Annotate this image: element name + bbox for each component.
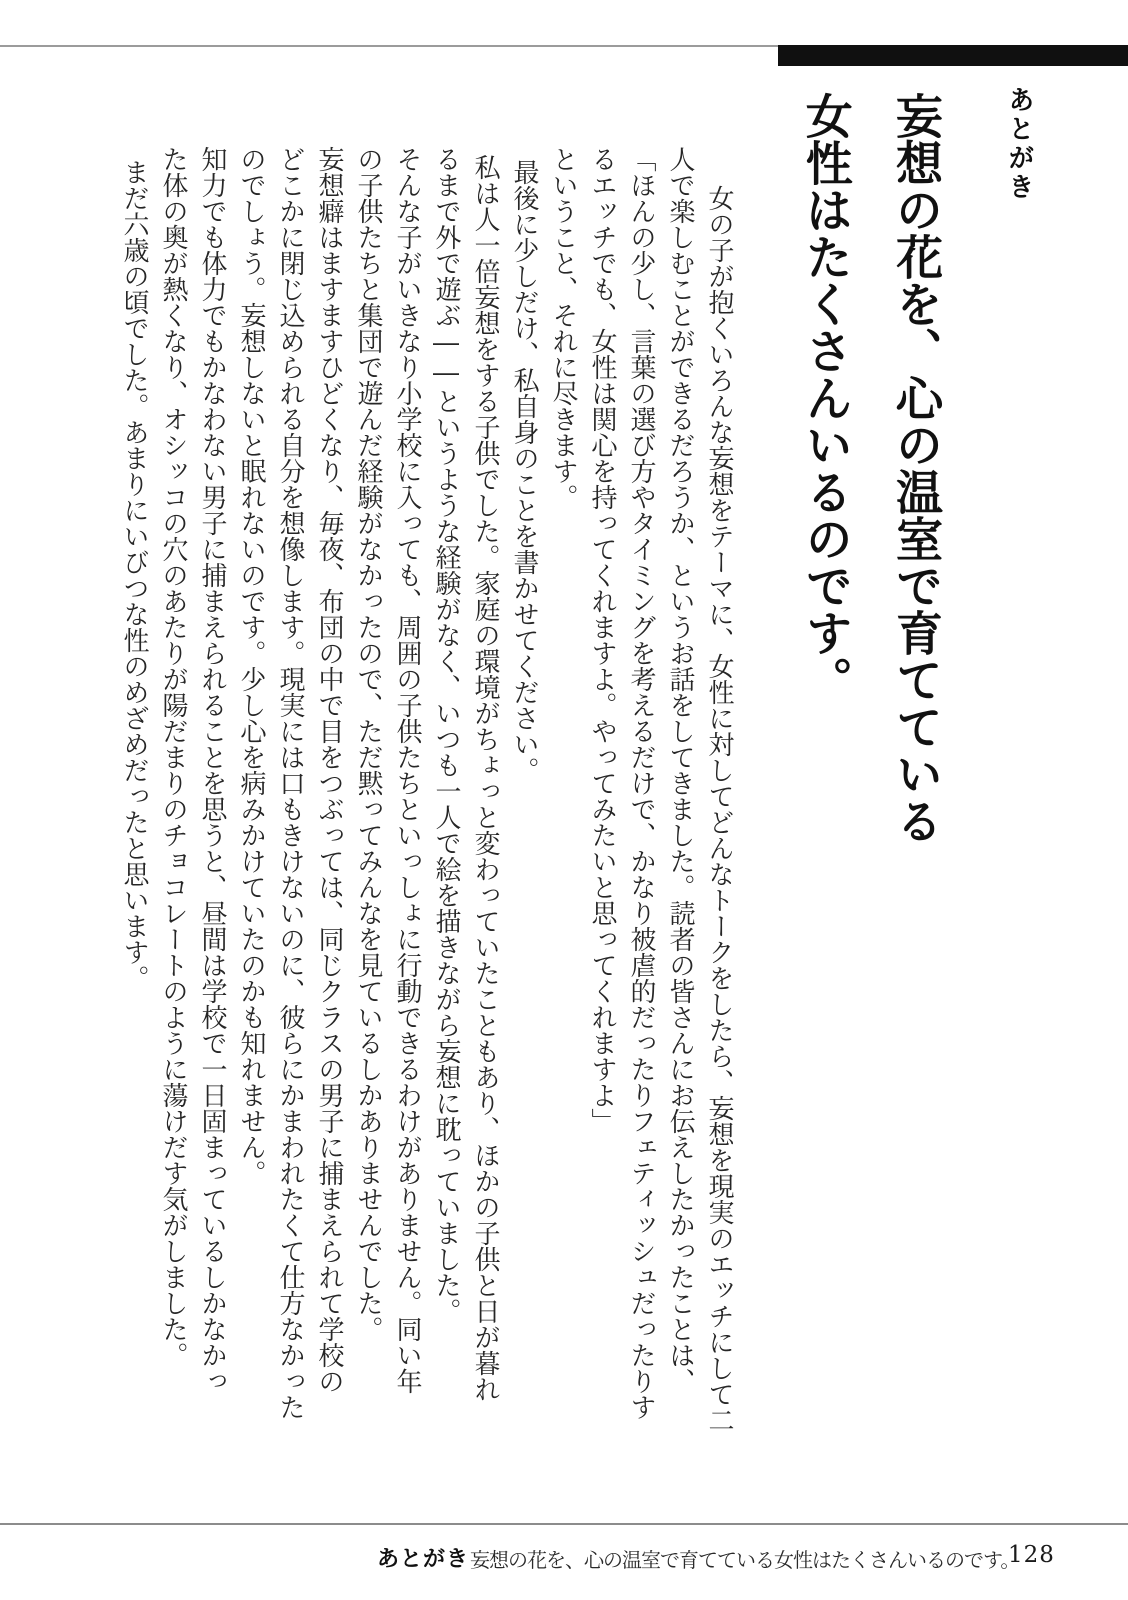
- body-column: そんな子がいきなり小学校に入っても、周囲の子供たちといっしょに行動できるわけがありません。同い年: [392, 146, 422, 1394]
- body-column: た体の奥が熱くなり、オシッコの穴のあたりが陽だまりのチョコレートのように蕩けだす気がしました。: [158, 146, 188, 1368]
- footer: [0, 1540, 1128, 1574]
- top-accent-bar: [778, 45, 1128, 66]
- body-column: 最後に少しだけ、私自身のことを書かせてください。: [509, 159, 539, 783]
- page-title-line-2: 女性はたくさんいるのです。: [797, 92, 853, 703]
- page-title: [780, 92, 960, 972]
- section-label: あとがき: [1004, 86, 1034, 202]
- body-column: 知力でも体力でもかなわない男子に捕まえられることを思うと、昼間は学校で一日固まっているしかなかっ: [197, 146, 227, 1394]
- body-text: [114, 146, 738, 1476]
- footer-rule: [0, 1523, 1128, 1525]
- body-column: どこかに閉じ込められる自分を想像します。現実には口もきけないのに、彼らにかまわれたくて仕方なかった: [275, 146, 305, 1420]
- footer-section-label: あとがき: [377, 1547, 470, 1572]
- body-column: るまで外で遊ぶ――というような経験がなく、いつも一人で絵を描きながら妄想に耽っていました。: [431, 146, 461, 1324]
- footer-running-title: 妄想の花を、心の温室で育てている女性はたくさんいるのです。: [470, 1548, 1020, 1572]
- body-column: 女の子が抱くいろんな妄想をテーマに、女性に対してどんなトークをしたら、妄想を現実のエッチにして二: [704, 185, 734, 1433]
- footer-page-number: 128: [1008, 1542, 1055, 1568]
- body-column: まだ六歳の頃でした。あまりにいびつな性のめざめだったと思います。: [119, 159, 149, 991]
- body-column: のでしょう。妄想しないと眠れないのです。少し心を病みかけていたのかも知れません。: [236, 146, 266, 1186]
- body-column: 「ほんの少し、言葉の選び方やタイミングを考えるだけで、かなり被虐的だったりフェティッシュだったりす: [626, 146, 656, 1420]
- body-column: 私は人一倍妄想をする子供でした。家庭の環境がちょっと変わっていたこともあり、ほかの子供と日が暮れ: [470, 153, 500, 1402]
- body-column: ということ、それに尽きます。: [548, 146, 578, 510]
- body-column: の子供たちと集団で遊んだ経験がなかったので、ただ黙ってみんなを見ているしかありませんでした。: [353, 146, 383, 1342]
- body-column: るエッチでも、女性は関心を持ってくれますよ。やってみたいと思ってくれますよ」: [587, 146, 617, 1134]
- body-column: 妄想癖はますますひどくなり、毎夜、布団の中で目をつぶっては、同じクラスの男子に捕まえられて学校の: [314, 146, 344, 1394]
- page-title-line-1: 妄想の花を、心の温室で育てている: [888, 92, 943, 844]
- top-rule: [0, 45, 780, 47]
- body-column: 人で楽しむことができるだろうか、というお話をしてきました。読者の皆さんにお伝えしたかったことは、: [665, 146, 695, 1394]
